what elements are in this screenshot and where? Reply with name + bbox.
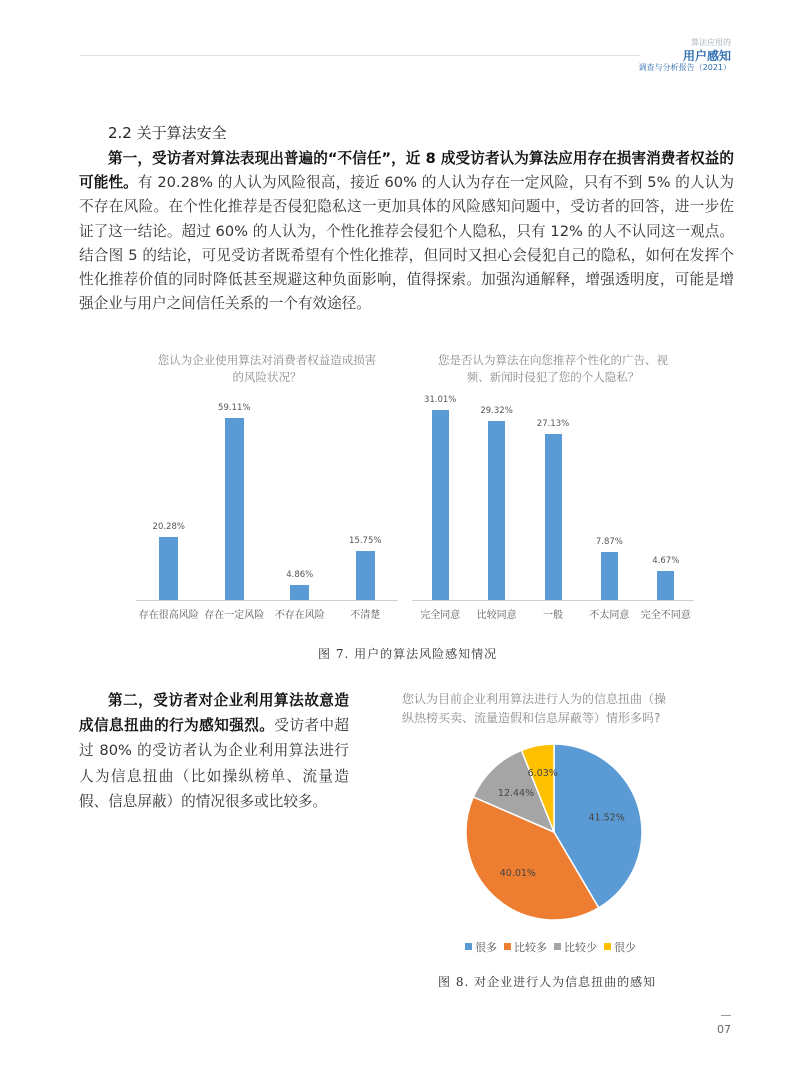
category-label: 不清楚 [350,610,381,621]
legend-item [554,941,597,954]
bar-value-label: 4.67% [652,556,680,567]
bar-value-label: 20.28% [152,522,185,533]
section-title: 2.2 关于算法安全 [108,124,227,142]
header-subtitle: 调查与分析报告（2021） [638,63,731,72]
legend-label: 很多 [475,941,497,954]
bar-value-label: 27.13% [536,419,570,430]
legend-item [604,941,636,954]
header-series: 算法应用的 [691,38,731,47]
page-number: 07 [717,1023,731,1036]
bar [601,552,618,600]
legend-label: 比较少 [564,941,597,954]
bar [225,418,244,600]
category-label: 一般 [543,610,563,621]
category-label: 完全同意 [420,610,461,621]
bar [159,537,178,600]
category-label: 比较同意 [476,610,517,621]
x-axis-line [136,600,398,601]
paragraph-2 [79,688,349,814]
chart-title: 您认为企业使用算法对消费者权益造成损害 的风险状况？ [157,353,377,384]
header-divider [80,55,640,56]
bar [356,551,375,600]
pie-chart-legend [465,939,643,955]
category-label: 存在很高风险 [138,610,199,621]
pie-slice-label: 40.01% [499,867,536,879]
header-title: 用户感知 [682,49,731,63]
risk-bar-chart [136,352,398,632]
legend-swatch [604,943,611,950]
legend-swatch [554,943,561,950]
chart-title: 您是否认为算法在向您推荐个性化的广告、视 频、新闻时侵犯了您的个人隐私？ [438,353,668,384]
bar [488,421,505,600]
category-label: 存在一定风险 [204,610,265,621]
bar-value-label: 15.75% [349,536,382,547]
pie-slice-label: 41.52% [588,812,625,824]
bar-value-label: 7.87% [595,536,623,547]
legend-item [504,941,547,954]
pie-slice-label: 12.44% [497,787,535,799]
bar [290,585,309,600]
paragraph-2-body: 受访者中超过 80% 的受访者认为企业利用算法进行人为信息扭曲（比如操纵榜单、流量造假、信息屏蔽）的情况很多或比较多。 [79,717,349,810]
paragraph-1 [79,147,734,316]
paragraph-1-lead: 第一，受访者对算法表现出普遍的“不信任”，近 8 成受访者认为算法应用存在损害消费者权益的可能性。 [79,150,734,192]
bar [545,434,562,600]
privacy-bar-chart [412,352,694,632]
bar-value-label: 31.01% [423,395,457,406]
pie-chart-title: 您认为目前企业利用算法进行人为的信息扭曲（操 纵热榜买卖、流量造假和信息屏蔽等）情形多吗? [402,692,667,725]
bar-value-label: 4.86% [286,570,314,580]
x-axis-line [412,600,694,601]
bar [657,571,674,600]
category-label: 不太同意 [589,610,630,621]
distortion-pie-chart [454,732,654,932]
legend-label: 比较多 [514,941,547,954]
legend-swatch [465,943,472,950]
legend-item [465,941,497,954]
pie-slice-label: 6.03% [527,768,558,780]
figure-8-caption: 图 8. 对企业进行人为信息扭曲的感知 [438,975,657,989]
paragraph-2-lead: 第二，受访者对企业利用算法故意造成信息扭曲的行为感知强烈。 [79,692,349,735]
page-number-dash [721,1015,731,1016]
category-label: 不存在风险 [274,610,325,621]
legend-label: 很少 [614,941,636,954]
figure-7-caption: 图 7. 用户的算法风险感知情况 [318,647,498,661]
bar-value-label: 59.11% [218,402,251,413]
legend-swatch [504,943,511,950]
paragraph-1-body: 有 20.28% 的人认为风险很高，接近 60% 的人认为存在一定风险，只有不到 5% 的人认为不存在风险。在个性化推荐是否侵犯隐私这一更加具体的风险感知问题中，受访者的回答，进一步佐证了这一结论。超过 60% 的人认为，个性化推荐会侵犯个人隐私，只有 12% 的人不认同这一观点。结合图 5 的结论，可见受访者既希望有个性化推荐，但同时又担心会侵犯自己的隐私，如何在发挥个性化推荐价值的同时降低甚至规避这种负面影响，值得探索。加强沟通解释，增强透明度，可能是增强企业与用户之间信任关系的一个有效途径。 [79,174,734,313]
bar [432,410,449,600]
bar-value-label: 29.32% [480,405,513,416]
category-label: 完全不同意 [640,610,691,621]
